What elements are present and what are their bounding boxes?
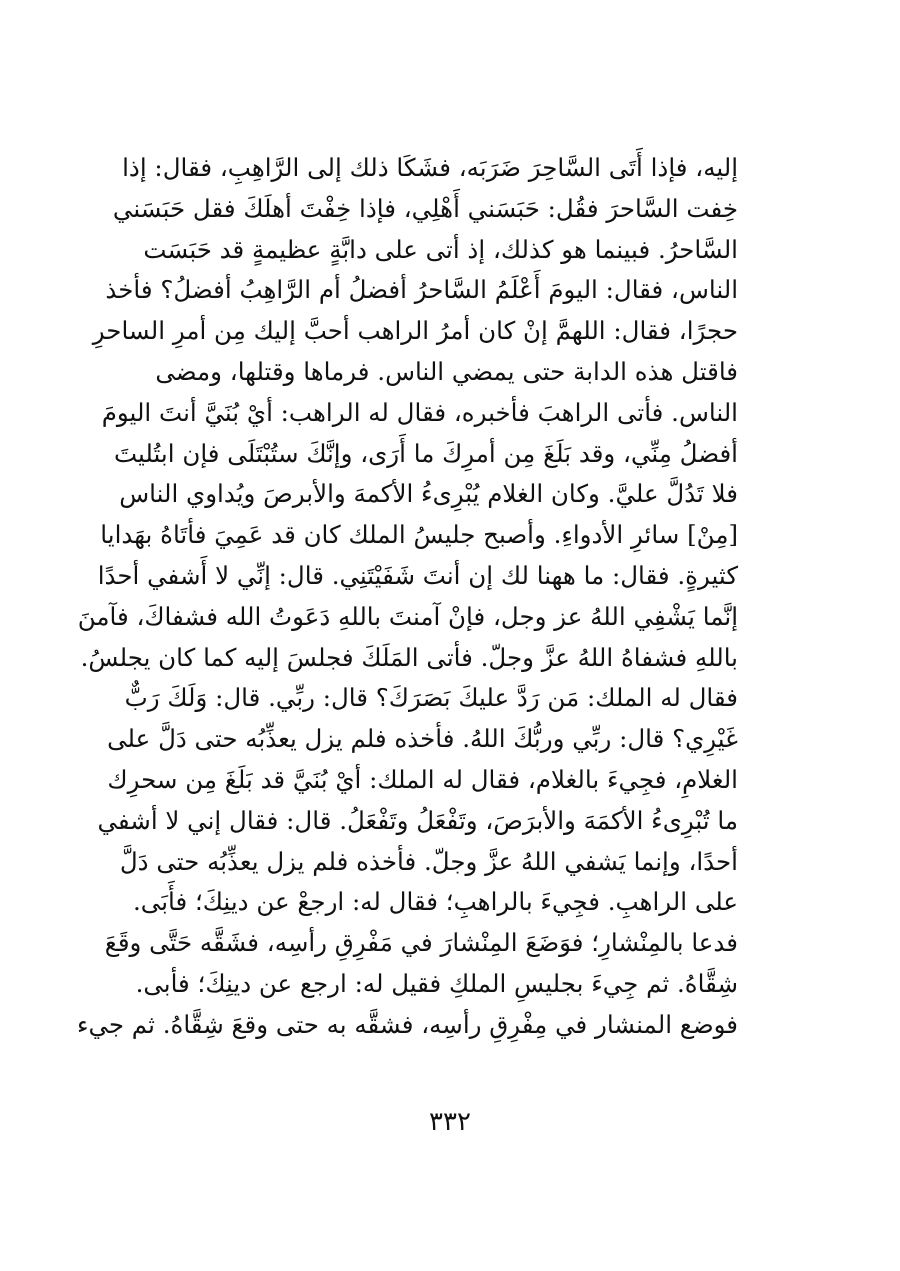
text-line: إنَّما يَشْفِي اللهُ عز وجل، فإنْ آمنتَ باللهِ دَعَوتُ الله فشفاكَ، فآمنَ bbox=[77, 601, 738, 631]
text-line: خِفت السَّاحرَ فقُل: حَبَسَني أَهْلِي، فإذا خِفْتَ أهلَكَ فقل حَبَسَني bbox=[112, 193, 738, 223]
text-line: شِقَّاهُ. ثم جِيءَ بجليسِ الملكِ فقيل له: ارجع عن دينِكَ؛ فأبى. bbox=[135, 968, 738, 998]
page-number: ٣٣٢ bbox=[429, 1107, 471, 1137]
text-line: إليه، فإذا أَتَى السَّاحِرَ ضَرَبَه، فشَكَا ذلك إلى الرَّاهِبِ، فقال: إذا bbox=[122, 153, 738, 182]
text-line: السَّاحرُ. فبينما هو كذلك، إذ أتى على دابَّةٍ عظيمةٍ قد حَبَسَت bbox=[143, 234, 738, 264]
text-line: الغلامِ، فجِيءَ بالغلام، فقال له الملك: أيْ بُنَيَّ قد بَلَغَ مِن سحرِك bbox=[107, 764, 738, 794]
text-line: الناس، فقال: اليومَ أَعْلَمُ السَّاحرُ أفضلُ أم الرَّاهِبُ أفضلُ؟ فأخذ bbox=[105, 275, 738, 305]
text-line: فدعا بالمِنْشارِ؛ فوَضَعَ المِنْشارَ في مَفْرِقِ رأسِه، فشَقَّه حَتَّى وقَعَ bbox=[104, 928, 738, 958]
text-line: على الراهبِ. فجِيءَ بالراهبِ؛ فقال له: ارجعْ عن دينِكَ؛ فأَبَى. bbox=[133, 887, 738, 917]
text-line: أحدًا، وإنما يَشفي اللهُ عزَّ وجلّ. فأخذه فلم يزل يعذِّبُه حتى دَلَّ bbox=[119, 846, 738, 876]
body-text bbox=[76, 148, 738, 1046]
text-line: الناس. فأتى الراهبَ فأخبره، فقال له الراهب: أيْ بُنَيَّ أنتَ اليومَ bbox=[101, 397, 738, 427]
text-line: كثيرةٍ. فقال: ما ههنا لك إن أنتَ شَفَيْتَنِي. قال: إنِّي لا أَشفي أحدًا bbox=[97, 560, 738, 590]
text-line: فقال له الملك: مَن رَدَّ عليكَ بَصَرَكَ؟ قال: ربِّي. قال: وَلَكَ رَبٌّ bbox=[124, 683, 738, 713]
text-line: أفضلُ مِنِّي، وقد بَلَغَ مِن أمرِكَ ما أَرَى، وإنَّكَ ستُبْتَلَى فإن ابتُليتَ bbox=[113, 438, 738, 468]
text-line: فوضع المنشار في مِفْرِقِ رأسِه، فشقَّه به حتى وقعَ شِقَّاهُ. ثم جيء bbox=[76, 1009, 738, 1039]
text-line: فاقتل هذه الدابة حتى يمضي الناس. فرماها وقتلها، ومضى bbox=[155, 356, 738, 386]
text-line: حجرًا، فقال: اللهمَّ إنْ كان أمرُ الراهب أحبَّ إليك مِن أمرِ الساحرِ bbox=[92, 316, 738, 346]
text-line: باللهِ فشفاهُ اللهُ عزَّ وجلّ. فأتى المَلَكَ فجلسَ إليه كما كان يجلسُ. bbox=[80, 642, 738, 672]
text-line: فلا تَدُلَّ عليَّ. وكان الغلام يُبْرِىءُ الأكمهَ والأبرصَ ويُداوي الناس bbox=[119, 479, 738, 509]
text-line: ما تُبْرِىءُ الأكمَهَ والأبرَصَ، وتَفْعَلُ وتَفْعَلُ. قال: فقال إني لا أشفي bbox=[97, 805, 738, 835]
text-line: [مِنْ] سائرِ الأدواءِ. وأصبح جليسُ الملك كان قد عَمِيَ فأتَاهُ بهَدايا bbox=[100, 520, 738, 550]
text-line: غَيْرِي؟ قال: ربِّي وربُّكَ اللهُ. فأخذه فلم يزل يعذِّبُه حتى دَلَّ على bbox=[107, 724, 738, 754]
